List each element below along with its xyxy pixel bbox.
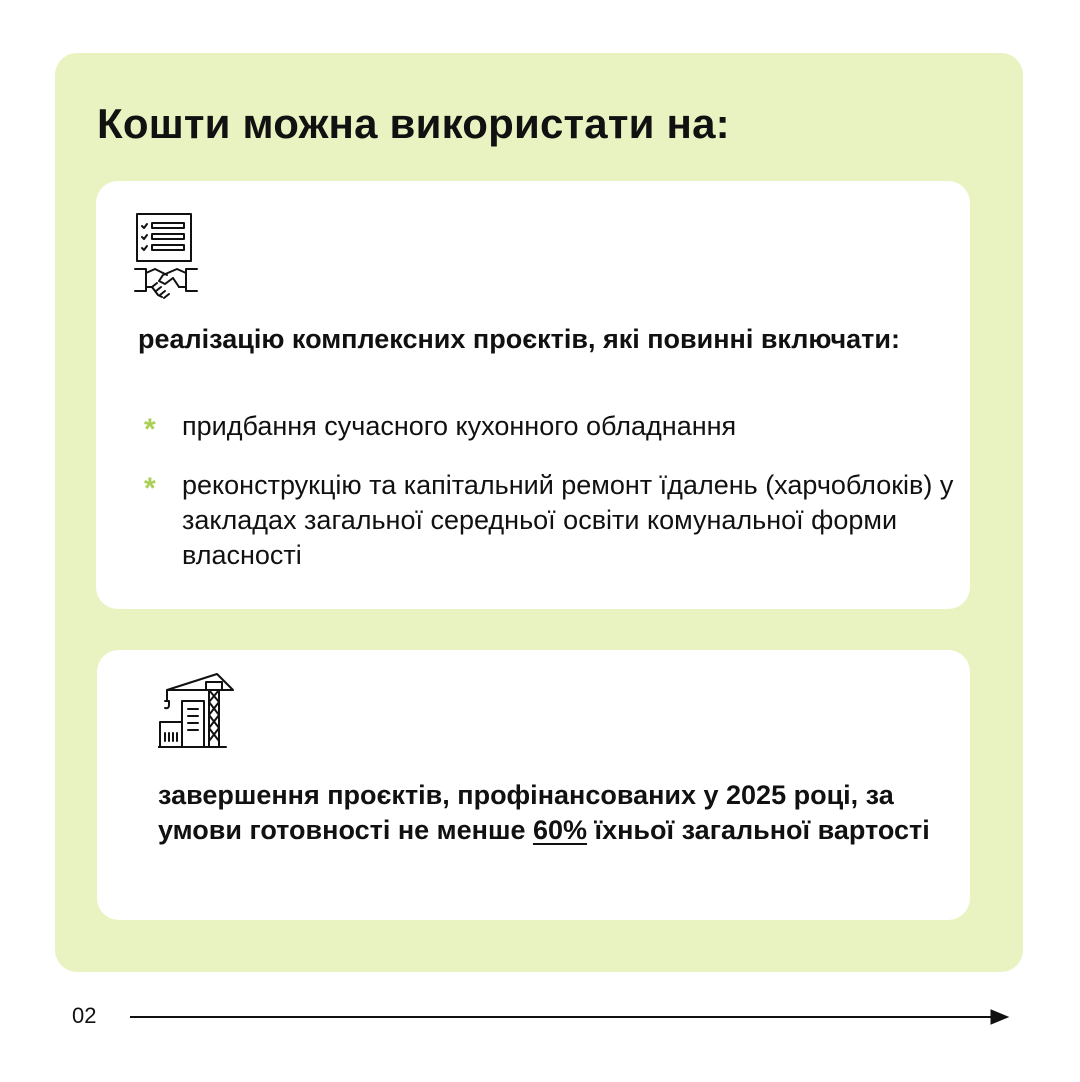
readiness-percentage: 60% xyxy=(532,815,588,845)
funding-card-project-completion xyxy=(97,650,970,920)
page-title: Кошти можна використати на: xyxy=(97,100,730,147)
construction-crane-icon xyxy=(158,670,238,750)
list-item xyxy=(144,409,964,444)
arrow-right-icon xyxy=(130,1008,1010,1026)
complex-projects-text: реалізацію комплексних проєктів, які повинні включати: xyxy=(138,324,900,354)
asterisk-bullet-icon: * xyxy=(144,413,156,446)
project-completion-text xyxy=(158,778,948,848)
contract-handshake-icon xyxy=(134,211,200,303)
list-item-text: придбання сучасного кухонного обладнання xyxy=(182,411,737,441)
page-number: 02 xyxy=(72,1003,97,1028)
requirements-list xyxy=(144,409,964,573)
list-item-text: реконструкцію та капітальний ремонт їдалень (харчоблоків) у закладах загальної середньої освіти комунальної форми власності xyxy=(182,470,954,570)
list-item xyxy=(144,468,964,573)
asterisk-bullet-icon: * xyxy=(144,472,156,505)
funding-card-complex-projects xyxy=(96,181,970,609)
completion-text-part: їхньої загальної вартості xyxy=(587,815,930,845)
completion-text-part: завершення проєктів, профінансованих у 2025 році, за умови готовності не менше xyxy=(158,780,894,845)
